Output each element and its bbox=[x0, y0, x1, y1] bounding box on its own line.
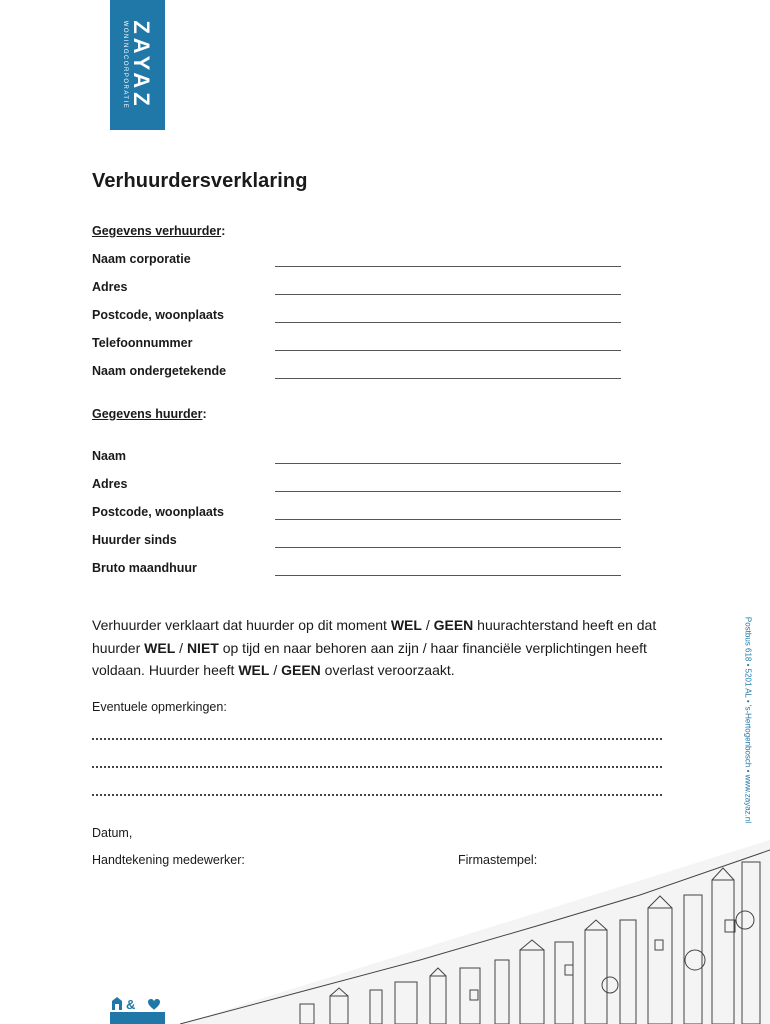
field-label: Naam ondergetekende bbox=[92, 364, 227, 378]
option-geen[interactable]: GEEN bbox=[281, 662, 321, 678]
field-label: Adres bbox=[92, 477, 128, 491]
field-label: Postcode, woonplaats bbox=[92, 505, 224, 519]
field-label: Adres bbox=[92, 280, 128, 294]
landlord-section-heading: Gegevens verhuurder: bbox=[92, 224, 226, 238]
option-wel[interactable]: WEL bbox=[144, 639, 176, 656]
field-label: Huurder sinds bbox=[92, 533, 177, 547]
option-wel[interactable]: WEL bbox=[238, 662, 270, 678]
declaration-statement: Verhuurder verklaart dat huurder op dit moment WEL / GEEN huurachterstand heeft en dat huurder WEL / NIET op tijd en naar behoren aan zijn / haar financiële verplichtingen heeft voldaan. Huurder heeft WEL / GEEN overlast veroorzaakt. bbox=[92, 617, 657, 678]
footer-contact-text: Postbus 618 • 5201 AL • 's-Hertogenbosch • www.zayaz.nl bbox=[743, 616, 753, 824]
option-wel[interactable]: WEL bbox=[390, 617, 422, 633]
field-label: Naam bbox=[92, 449, 127, 463]
signature-label: Handtekening medewerker: bbox=[92, 853, 245, 867]
remarks-label: Eventuele opmerkingen: bbox=[92, 700, 227, 714]
field-label: Bruto maandhuur bbox=[92, 561, 197, 575]
document-title: Verhuurdersverklaring bbox=[92, 170, 308, 192]
house-heart-logo bbox=[110, 994, 165, 1024]
logo-subtitle: WONINGCORPORATIE bbox=[122, 20, 128, 110]
option-niet[interactable]: NIET bbox=[186, 639, 219, 656]
stamp-label: Firmastempel: bbox=[458, 853, 538, 867]
date-label: Datum, bbox=[92, 826, 133, 840]
field-label: Postcode, woonplaats bbox=[92, 308, 224, 322]
option-geen[interactable]: GEEN bbox=[433, 617, 474, 633]
field-label: Telefoonnummer bbox=[92, 336, 193, 350]
tenant-section-heading: Gegevens huurder: bbox=[92, 407, 207, 421]
logo-wordmark: ZAYAZ bbox=[129, 20, 154, 110]
svg-text:&: & bbox=[126, 997, 136, 1012]
field-label: Naam corporatie bbox=[92, 252, 191, 266]
